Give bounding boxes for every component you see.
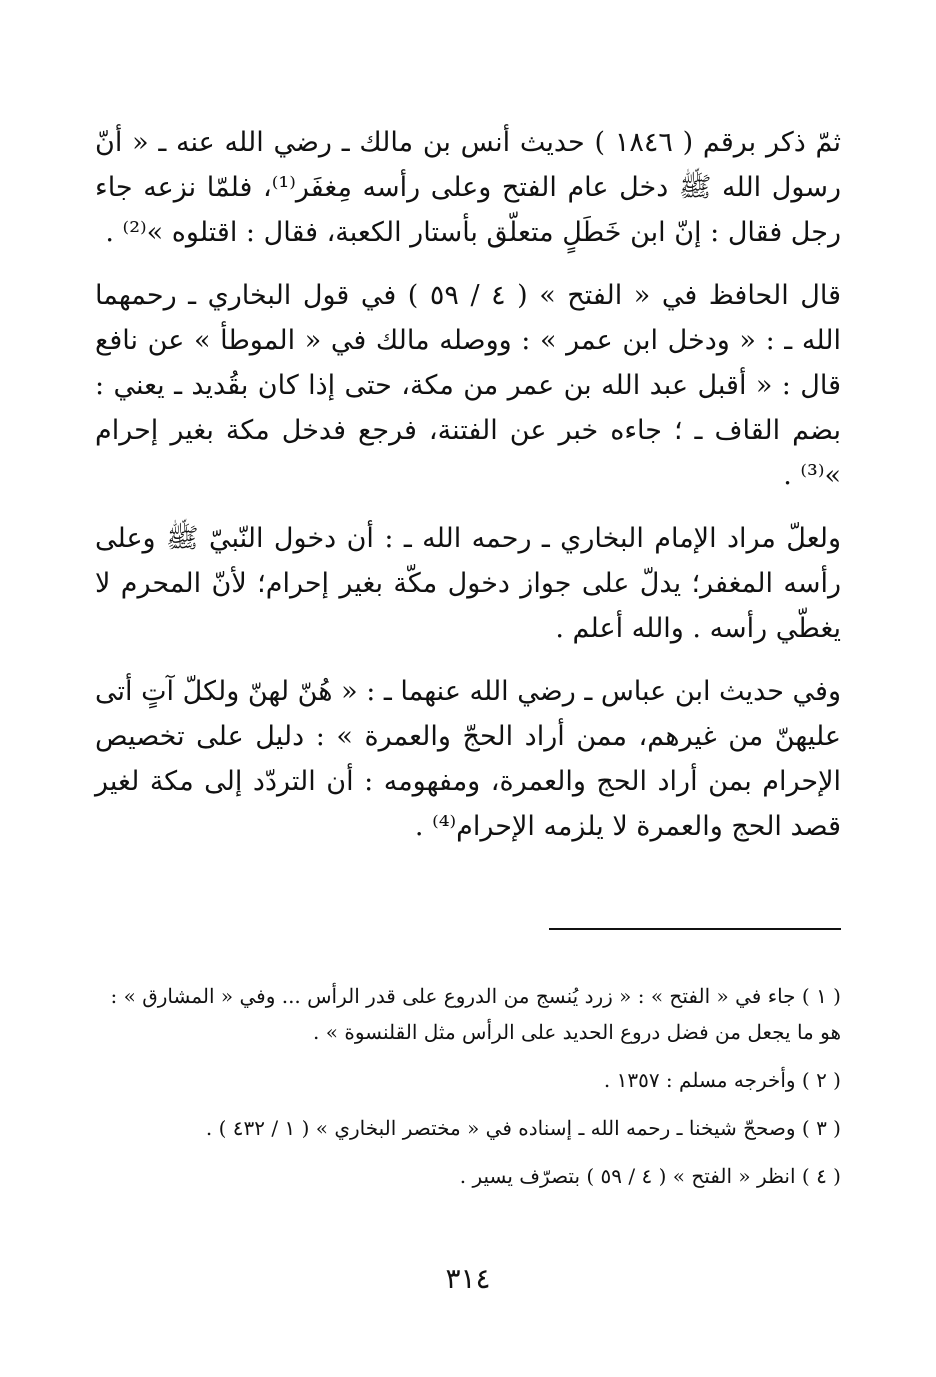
footnotes xyxy=(95,978,841,1206)
page-number: ٣١٤ xyxy=(445,1262,491,1295)
paragraph-hafiz-quote: قال الحافظ في « الفتح » ( ٤ / ٥٩ ) في قول البخاري ـ رحمهما الله ـ : « ودخل ابن عمر » : ووصله مالك في « الموطأ » عن نافع قال : « أقبل عبد الله بن عمر من مكة، حتى إذا كان بقُديد ـ يعني : بضم القاف ـ ؛ جاءه خبر عن الفتنة، فرجع فدخل مكة بغير إحرام »⁽³⁾ . xyxy=(95,280,841,491)
paragraph-bukhari-intent: ولعلّ مراد الإمام البخاري ـ رحمه الله ـ : أن دخول النّبيّ ﷺ وعلى رأسه المغفر؛ يدلّ على جواز دخول مكّة بغير إحرام؛ لأنّ المحرم لا يغطّي رأسه . والله أعلم . xyxy=(95,523,841,644)
footnote-3: ( ٣ ) وصححّ شيخنا ـ رحمه الله ـ إسناده في « مختصر البخاري » ( ١ / ٤٣٢ ) . xyxy=(205,1116,841,1140)
footnote-divider xyxy=(549,928,841,930)
footnote-1: ( ١ ) جاء في « الفتح » : « زرد يُنسج من الدروع على قدر الرأس ... وفي « المشارق » : هو ما يجعل من فضل دروع الحديد على الرأس مثل القلنسوة » . xyxy=(110,984,841,1044)
paragraph-ibn-abbas: وفي حديث ابن عباس ـ رضي الله عنهما ـ : « هُنّ لهنّ ولكلّ آتٍ أتى عليهنّ من غيرهم، ممن أراد الحجّ والعمرة » : دليل على تخصيص الإحرام بمن أراد الحج والعمرة، ومفهومه : أن التردّد إلى مكة لغير قصد الحج والعمرة لا يلزمه الإحرام⁽⁴⁾ . xyxy=(95,676,841,842)
footnote-4: ( ٤ ) انظر « الفتح » ( ٤ / ٥٩ ) بتصرّف يسير . xyxy=(459,1164,841,1188)
paragraph-hadith-anas: ثمّ ذكر برقم ( ١٨٤٦ ) حديث أنس بن مالك ـ رضي الله عنه ـ « أنّ رسول الله ﷺ دخل عام الفتح وعلى رأسه مِغفَر⁽¹⁾، فلمّا نزعه جاء رجل فقال : إنّ ابن خَطَلٍ متعلّق بأستار الكعبة، فقال : اقتلوه »⁽²⁾ . xyxy=(95,127,841,248)
main-text xyxy=(95,120,841,867)
footnote-2: ( ٢ ) وأخرجه مسلم : ١٣٥٧ . xyxy=(603,1068,841,1092)
